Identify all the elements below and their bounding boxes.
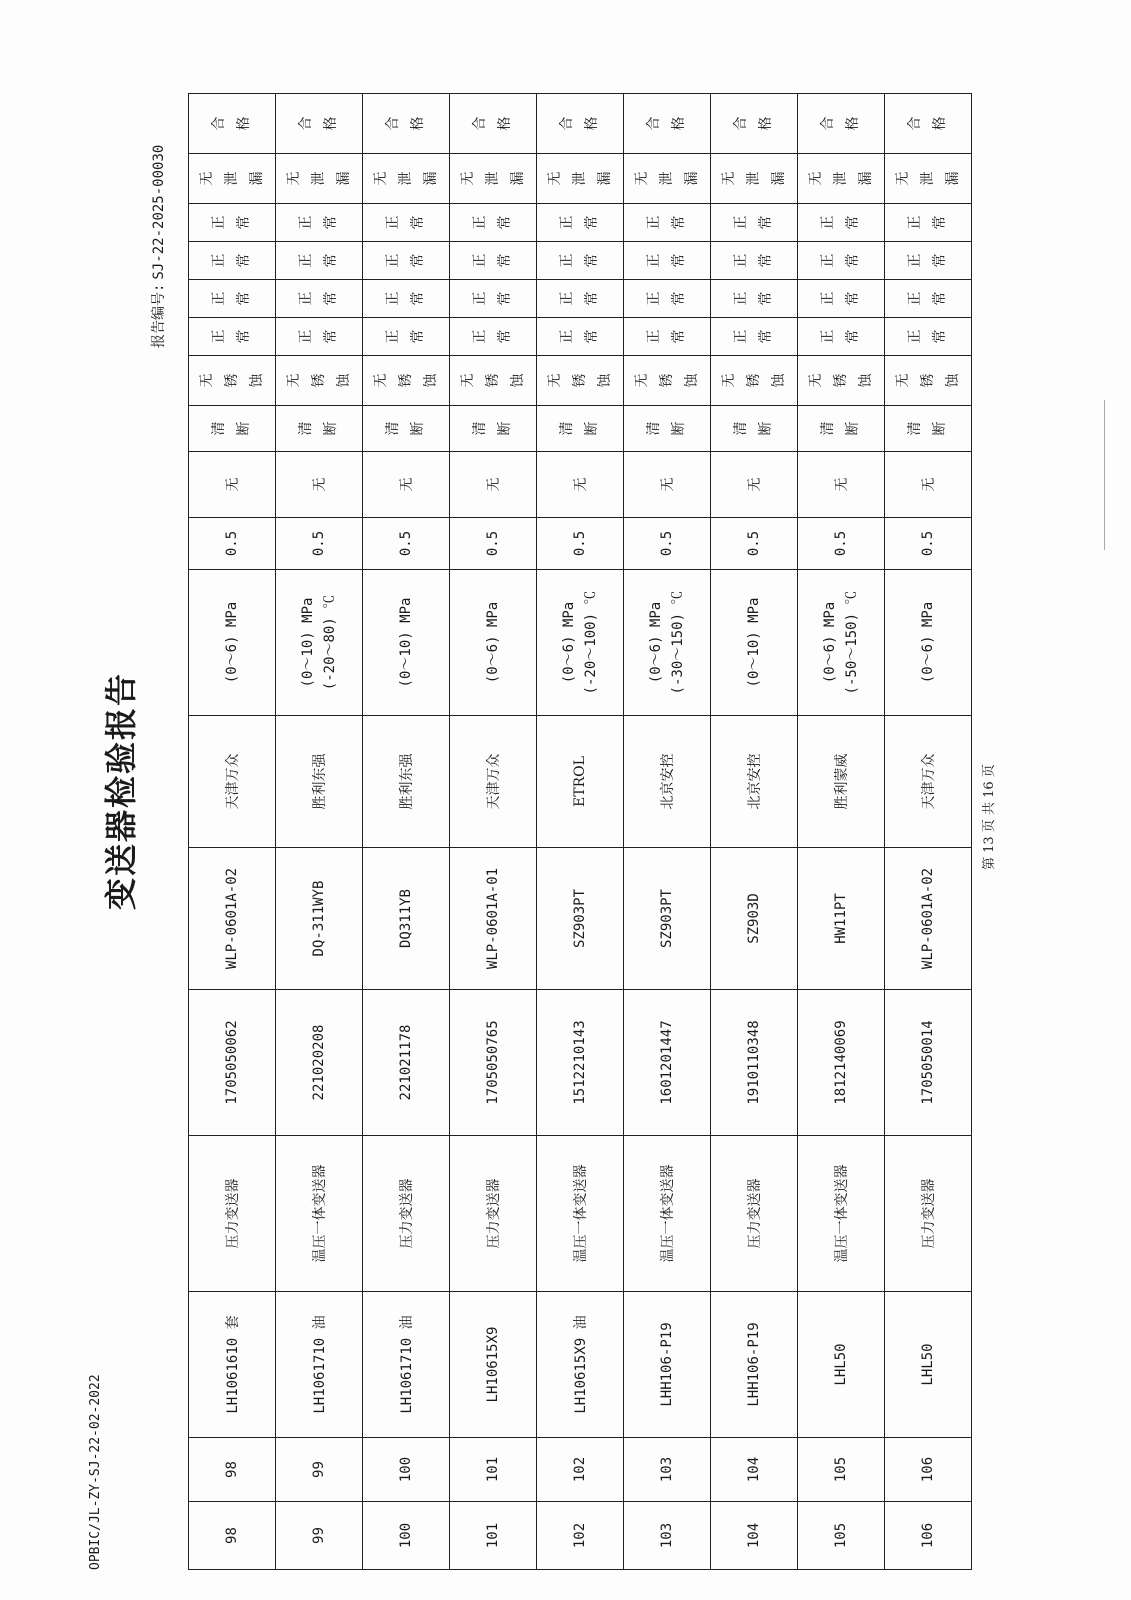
check-2-cell <box>450 280 537 318</box>
manufacturer-cell: ETROL <box>537 716 624 848</box>
model-cell: WLP-0601A-01 <box>450 848 537 990</box>
range-line-2: (-20～80) ℃ <box>322 594 338 691</box>
result-cell <box>276 94 363 154</box>
corrosion-text: 无锈蚀 <box>894 373 961 388</box>
device-name-cell: 压力变送器 <box>711 1136 798 1292</box>
result-text: 合格 <box>385 116 426 131</box>
range-line-2: (-30～150) ℃ <box>670 590 686 695</box>
report-number-label: 报告编号: <box>151 283 167 348</box>
sequence-cell: 102 <box>537 1438 624 1502</box>
row-number-cell: 98 <box>189 1502 276 1570</box>
check-3-text: 正常 <box>472 253 513 268</box>
check-3-text: 正常 <box>298 253 339 268</box>
device-name-cell: 温压一体变送器 <box>537 1136 624 1292</box>
serial-number-cell: 1512210143 <box>537 990 624 1136</box>
check-2-cell <box>537 280 624 318</box>
range-line-1: (0～6) MPa <box>920 601 936 684</box>
leak-text: 无泄漏 <box>372 171 439 186</box>
result-text: 合格 <box>559 116 600 131</box>
check-3-cell <box>798 242 885 280</box>
table-row <box>624 94 711 1570</box>
check-1-text: 正常 <box>472 329 513 344</box>
serial-number-cell: 1812140069 <box>798 990 885 1136</box>
check-4-cell <box>189 204 276 242</box>
damage-cell: 无 <box>537 452 624 518</box>
corrosion-cell <box>363 356 450 406</box>
model-cell: DQ-311WYB <box>276 848 363 990</box>
check-4-cell <box>711 204 798 242</box>
result-text: 合格 <box>646 116 687 131</box>
manufacturer-cell: 天津万众 <box>189 716 276 848</box>
check-1-text: 正常 <box>733 329 774 344</box>
range-cell <box>798 570 885 716</box>
damage-cell: 无 <box>363 452 450 518</box>
accuracy-cell: 0.5 <box>885 518 972 570</box>
corrosion-cell <box>189 356 276 406</box>
sequence-cell: 100 <box>363 1438 450 1502</box>
result-cell <box>537 94 624 154</box>
nameplate-cell <box>798 406 885 452</box>
nameplate-text: 清断 <box>733 421 774 436</box>
serial-number-cell: 221021178 <box>363 990 450 1136</box>
nameplate-cell <box>450 406 537 452</box>
model-cell: DQ311YB <box>363 848 450 990</box>
leak-text: 无泄漏 <box>720 171 787 186</box>
serial-number-cell: 221020208 <box>276 990 363 1136</box>
model-cell: WLP-0601A-02 <box>189 848 276 990</box>
leak-text: 无泄漏 <box>807 171 874 186</box>
leak-cell <box>450 154 537 204</box>
accuracy-cell: 0.5 <box>624 518 711 570</box>
serial-number-cell: 1705050765 <box>450 990 537 1136</box>
device-name-cell: 温压一体变送器 <box>798 1136 885 1292</box>
check-1-cell <box>276 318 363 356</box>
leak-cell <box>276 154 363 204</box>
row-number-cell: 102 <box>537 1502 624 1570</box>
check-1-text: 正常 <box>385 329 426 344</box>
corrosion-text: 无锈蚀 <box>807 373 874 388</box>
damage-cell: 无 <box>624 452 711 518</box>
check-1-text: 正常 <box>211 329 252 344</box>
location-cell: LHH106-P19 <box>624 1292 711 1438</box>
check-4-text: 正常 <box>646 215 687 230</box>
nameplate-cell <box>624 406 711 452</box>
serial-number-cell: 1705050014 <box>885 990 972 1136</box>
location-cell: LHL50 <box>885 1292 972 1438</box>
range-cell <box>450 570 537 716</box>
check-1-cell <box>363 318 450 356</box>
check-3-text: 正常 <box>646 253 687 268</box>
corrosion-text: 无锈蚀 <box>372 373 439 388</box>
leak-cell <box>363 154 450 204</box>
check-3-text: 正常 <box>733 253 774 268</box>
range-line-1: (0～10) MPa <box>398 597 414 688</box>
model-cell: WLP-0601A-02 <box>885 848 972 990</box>
manufacturer-cell: 胜利东强 <box>363 716 450 848</box>
serial-number-cell: 1601201447 <box>624 990 711 1136</box>
row-number-cell: 106 <box>885 1502 972 1570</box>
location-cell: LHL50 <box>798 1292 885 1438</box>
leak-text: 无泄漏 <box>285 171 352 186</box>
accuracy-cell: 0.5 <box>798 518 885 570</box>
model-cell: SZ903PT <box>624 848 711 990</box>
check-3-cell <box>276 242 363 280</box>
check-3-cell <box>450 242 537 280</box>
check-1-cell <box>189 318 276 356</box>
range-line-1: (0～6) MPa <box>485 601 501 684</box>
report-number-value: SJ-22-2025-00030 <box>151 144 167 280</box>
result-cell <box>711 94 798 154</box>
inspection-table <box>188 93 972 1570</box>
page-title: 变送器检验报告 <box>102 671 140 910</box>
accuracy-cell: 0.5 <box>276 518 363 570</box>
check-2-cell <box>711 280 798 318</box>
corrosion-text: 无锈蚀 <box>633 373 700 388</box>
check-2-cell <box>189 280 276 318</box>
sequence-cell: 105 <box>798 1438 885 1502</box>
check-2-cell <box>885 280 972 318</box>
range-line-1: (0～10) MPa <box>300 597 316 688</box>
table-row <box>711 94 798 1570</box>
nameplate-text: 清断 <box>298 421 339 436</box>
result-cell <box>885 94 972 154</box>
check-1-cell <box>885 318 972 356</box>
row-number-cell: 99 <box>276 1502 363 1570</box>
result-cell <box>798 94 885 154</box>
corrosion-cell <box>885 356 972 406</box>
nameplate-text: 清断 <box>907 421 948 436</box>
range-line-2: (-20～100) ℃ <box>583 590 599 695</box>
check-2-text: 正常 <box>733 291 774 306</box>
result-text: 合格 <box>907 116 948 131</box>
check-4-cell <box>624 204 711 242</box>
check-3-text: 正常 <box>385 253 426 268</box>
manufacturer-cell: 北京安控 <box>711 716 798 848</box>
check-4-cell <box>276 204 363 242</box>
location-cell: LH1061710 油 <box>363 1292 450 1438</box>
check-1-cell <box>798 318 885 356</box>
nameplate-cell <box>537 406 624 452</box>
check-1-text: 正常 <box>559 329 600 344</box>
corrosion-cell <box>798 356 885 406</box>
accuracy-cell: 0.5 <box>189 518 276 570</box>
manufacturer-cell: 北京安控 <box>624 716 711 848</box>
check-3-text: 正常 <box>211 253 252 268</box>
range-line-1: (0～10) MPa <box>746 597 762 688</box>
check-3-text: 正常 <box>820 253 861 268</box>
rotated-landscape-content <box>88 30 997 1570</box>
damage-cell: 无 <box>450 452 537 518</box>
check-2-text: 正常 <box>646 291 687 306</box>
check-2-text: 正常 <box>907 291 948 306</box>
check-2-cell <box>276 280 363 318</box>
result-text: 合格 <box>820 116 861 131</box>
form-code: OPBIC/JL-ZY-SJ-22-02-2022 <box>88 1374 103 1570</box>
check-3-cell <box>363 242 450 280</box>
serial-number-cell: 1910110348 <box>711 990 798 1136</box>
model-cell: SZ903PT <box>537 848 624 990</box>
check-1-cell <box>624 318 711 356</box>
corrosion-cell <box>624 356 711 406</box>
row-number-cell: 100 <box>363 1502 450 1570</box>
check-4-text: 正常 <box>559 215 600 230</box>
table-row <box>798 94 885 1570</box>
check-2-text: 正常 <box>820 291 861 306</box>
check-3-cell <box>885 242 972 280</box>
range-cell <box>711 570 798 716</box>
check-2-text: 正常 <box>298 291 339 306</box>
row-number-cell: 103 <box>624 1502 711 1570</box>
table-row <box>450 94 537 1570</box>
range-line-2: (-50～150) ℃ <box>844 590 860 695</box>
check-2-text: 正常 <box>472 291 513 306</box>
check-2-cell <box>363 280 450 318</box>
leak-text: 无泄漏 <box>546 171 613 186</box>
serial-number-cell: 1705050062 <box>189 990 276 1136</box>
scan-edge-line <box>1104 400 1105 550</box>
range-line-1: (0～6) MPa <box>648 601 664 684</box>
check-4-text: 正常 <box>472 215 513 230</box>
accuracy-cell: 0.5 <box>363 518 450 570</box>
check-4-text: 正常 <box>733 215 774 230</box>
check-4-cell <box>363 204 450 242</box>
corrosion-cell <box>537 356 624 406</box>
result-text: 合格 <box>472 116 513 131</box>
nameplate-text: 清断 <box>385 421 426 436</box>
corrosion-cell <box>450 356 537 406</box>
leak-text: 无泄漏 <box>198 171 265 186</box>
result-cell <box>363 94 450 154</box>
check-1-cell <box>711 318 798 356</box>
check-4-cell <box>885 204 972 242</box>
sequence-cell: 98 <box>189 1438 276 1502</box>
damage-cell: 无 <box>711 452 798 518</box>
nameplate-cell <box>276 406 363 452</box>
manufacturer-cell: 天津万众 <box>885 716 972 848</box>
check-3-text: 正常 <box>907 253 948 268</box>
check-4-text: 正常 <box>298 215 339 230</box>
range-line-1: (0～6) MPa <box>224 601 240 684</box>
result-cell <box>450 94 537 154</box>
nameplate-text: 清断 <box>646 421 687 436</box>
range-line-1: (0～6) MPa <box>561 601 577 684</box>
table-row <box>276 94 363 1570</box>
nameplate-cell <box>189 406 276 452</box>
damage-cell: 无 <box>276 452 363 518</box>
result-text: 合格 <box>298 116 339 131</box>
range-cell <box>885 570 972 716</box>
check-4-cell <box>537 204 624 242</box>
sequence-cell: 106 <box>885 1438 972 1502</box>
device-name-cell: 温压一体变送器 <box>276 1136 363 1292</box>
sequence-cell: 99 <box>276 1438 363 1502</box>
check-1-cell <box>537 318 624 356</box>
leak-cell <box>624 154 711 204</box>
corrosion-text: 无锈蚀 <box>198 373 265 388</box>
result-cell <box>624 94 711 154</box>
range-cell <box>363 570 450 716</box>
check-4-cell <box>450 204 537 242</box>
device-name-cell: 压力变送器 <box>450 1136 537 1292</box>
check-4-text: 正常 <box>820 215 861 230</box>
check-4-text: 正常 <box>385 215 426 230</box>
accuracy-cell: 0.5 <box>537 518 624 570</box>
location-cell: LH10615X9 <box>450 1292 537 1438</box>
check-2-text: 正常 <box>559 291 600 306</box>
damage-cell: 无 <box>189 452 276 518</box>
manufacturer-cell: 胜利蒙威 <box>798 716 885 848</box>
corrosion-text: 无锈蚀 <box>285 373 352 388</box>
result-text: 合格 <box>733 116 774 131</box>
page-number: 第 13 页 共 16 页 <box>982 764 997 870</box>
accuracy-cell: 0.5 <box>450 518 537 570</box>
leak-text: 无泄漏 <box>633 171 700 186</box>
check-2-text: 正常 <box>211 291 252 306</box>
location-cell: LH1061710 油 <box>276 1292 363 1438</box>
result-cell <box>189 94 276 154</box>
table-row <box>537 94 624 1570</box>
check-1-text: 正常 <box>298 329 339 344</box>
leak-cell <box>537 154 624 204</box>
accuracy-cell: 0.5 <box>711 518 798 570</box>
leak-cell <box>189 154 276 204</box>
corrosion-cell <box>711 356 798 406</box>
damage-cell: 无 <box>885 452 972 518</box>
check-3-cell <box>189 242 276 280</box>
location-cell: LHH106-P19 <box>711 1292 798 1438</box>
device-name-cell: 压力变送器 <box>885 1136 972 1292</box>
check-1-text: 正常 <box>907 329 948 344</box>
table-row <box>363 94 450 1570</box>
check-3-cell <box>537 242 624 280</box>
table-row <box>885 94 972 1570</box>
range-cell <box>189 570 276 716</box>
leak-cell <box>798 154 885 204</box>
model-cell: SZ903D <box>711 848 798 990</box>
check-1-text: 正常 <box>646 329 687 344</box>
corrosion-text: 无锈蚀 <box>459 373 526 388</box>
row-number-cell: 105 <box>798 1502 885 1570</box>
table-row <box>189 94 276 1570</box>
check-4-cell <box>798 204 885 242</box>
damage-cell: 无 <box>798 452 885 518</box>
leak-cell <box>885 154 972 204</box>
corrosion-text: 无锈蚀 <box>546 373 613 388</box>
nameplate-text: 清断 <box>559 421 600 436</box>
sequence-cell: 101 <box>450 1438 537 1502</box>
corrosion-text: 无锈蚀 <box>720 373 787 388</box>
corrosion-cell <box>276 356 363 406</box>
leak-cell <box>711 154 798 204</box>
row-number-cell: 101 <box>450 1502 537 1570</box>
nameplate-cell <box>885 406 972 452</box>
check-2-cell <box>798 280 885 318</box>
check-3-text: 正常 <box>559 253 600 268</box>
range-line-1: (0～6) MPa <box>822 601 838 684</box>
manufacturer-cell: 胜利东强 <box>276 716 363 848</box>
leak-text: 无泄漏 <box>459 171 526 186</box>
range-cell <box>624 570 711 716</box>
location-cell: LH1061610 套 <box>189 1292 276 1438</box>
result-text: 合格 <box>211 116 252 131</box>
nameplate-text: 清断 <box>820 421 861 436</box>
range-cell <box>276 570 363 716</box>
device-name-cell: 压力变送器 <box>189 1136 276 1292</box>
check-3-cell <box>624 242 711 280</box>
check-3-cell <box>711 242 798 280</box>
sequence-cell: 104 <box>711 1438 798 1502</box>
leak-text: 无泄漏 <box>894 171 961 186</box>
check-2-text: 正常 <box>385 291 426 306</box>
manufacturer-cell: 天津万众 <box>450 716 537 848</box>
sequence-cell: 103 <box>624 1438 711 1502</box>
device-name-cell: 温压一体变送器 <box>624 1136 711 1292</box>
report-number <box>148 145 168 352</box>
row-number-cell: 104 <box>711 1502 798 1570</box>
location-cell: LH10615X9 油 <box>537 1292 624 1438</box>
check-1-cell <box>450 318 537 356</box>
model-cell: HW11PT <box>798 848 885 990</box>
device-name-cell: 压力变送器 <box>363 1136 450 1292</box>
nameplate-cell <box>363 406 450 452</box>
nameplate-cell <box>711 406 798 452</box>
check-4-text: 正常 <box>907 215 948 230</box>
nameplate-text: 清断 <box>211 421 252 436</box>
check-2-cell <box>624 280 711 318</box>
nameplate-text: 清断 <box>472 421 513 436</box>
check-1-text: 正常 <box>820 329 861 344</box>
range-cell <box>537 570 624 716</box>
check-4-text: 正常 <box>211 215 252 230</box>
